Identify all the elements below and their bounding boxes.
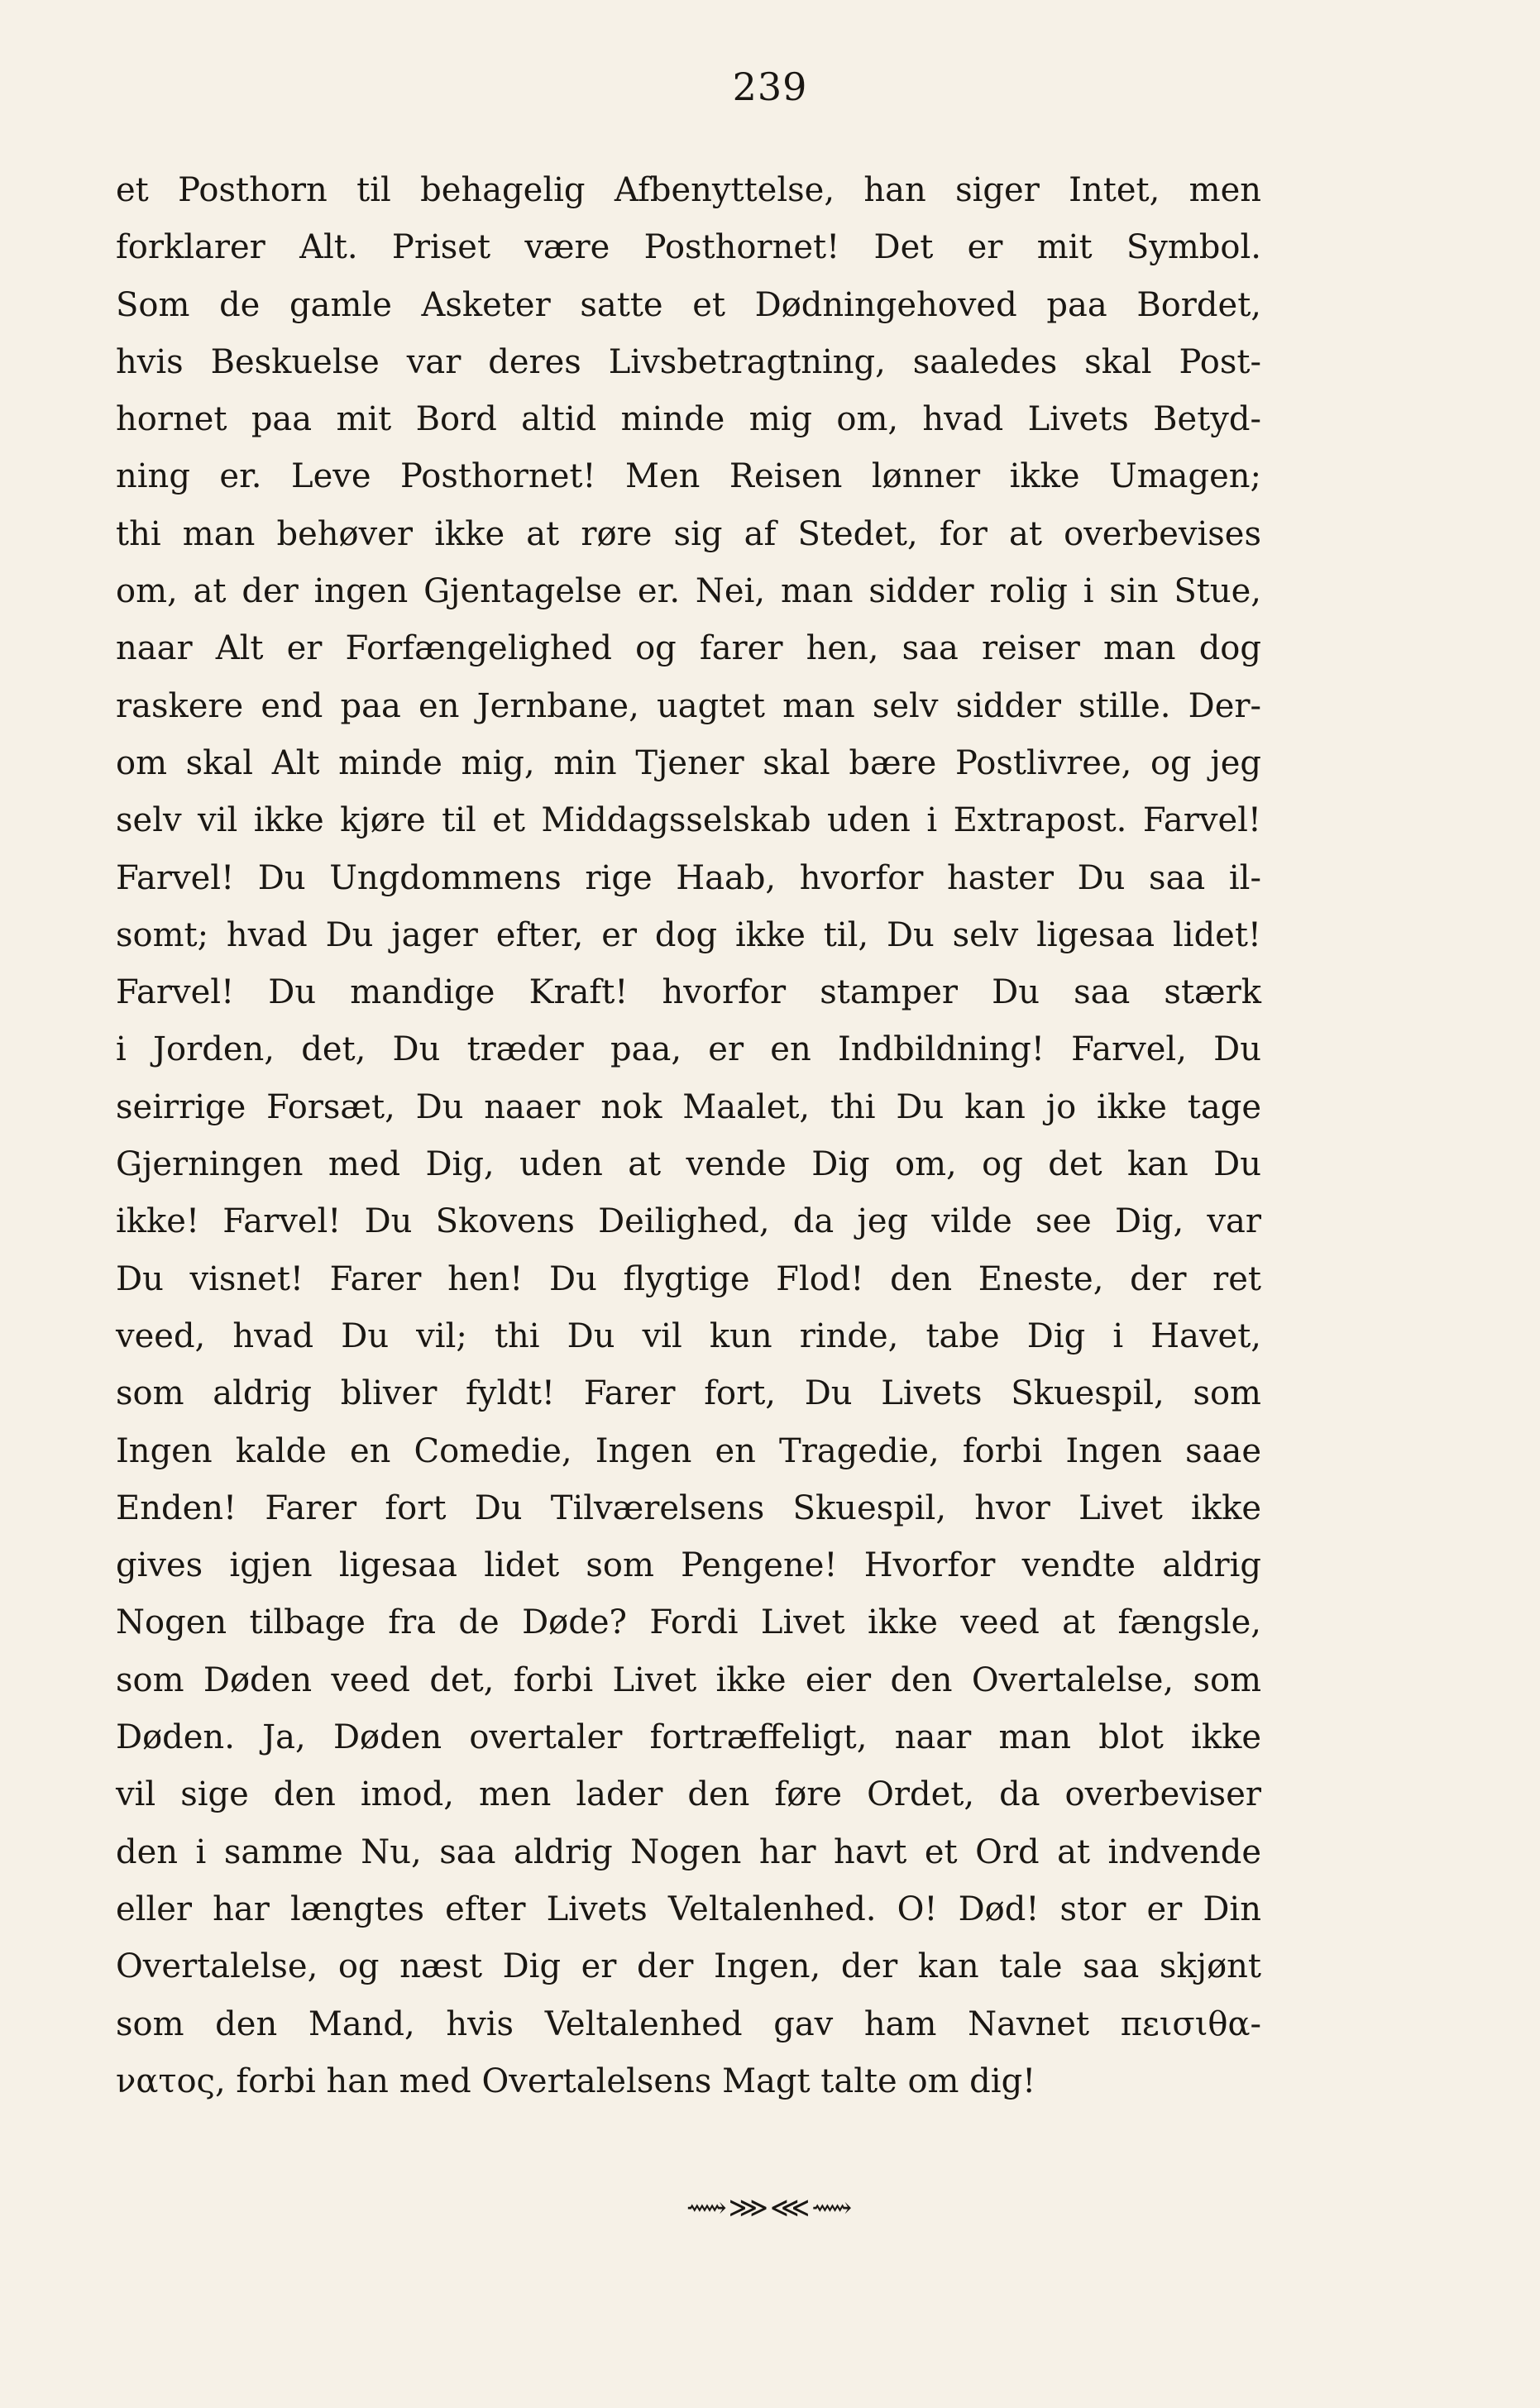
text-line: Enden! Farer fort Du Tilværelsens Skuespil, hvor Livet ikke bbox=[116, 1488, 1261, 1527]
text-line: i Jorden, det, Du træder paa, er en Indbildning! Farvel, Du bbox=[116, 1030, 1261, 1069]
text-line: Farvel! Du Ungdommens rige Haab, hvorfor haster Du saa il- bbox=[116, 858, 1261, 897]
text-line: raskere end paa en Jernbane, uagtet man selv sidder stille. Der- bbox=[116, 686, 1261, 725]
text-line: Farvel! Du mandige Kraft! hvorfor stamper Du saa stærk bbox=[116, 973, 1261, 1012]
body-text bbox=[116, 162, 1261, 2110]
page-number: 239 bbox=[732, 64, 808, 109]
text-line: Ingen kalde en Comedie, Ingen en Tragedie, forbi Ingen saae bbox=[116, 1431, 1261, 1470]
text-line: naar Alt er Forfængelighed og farer hen, saa reiser man dog bbox=[116, 629, 1261, 668]
text-line: selv vil ikke kjøre til et Middagsselskab uden i Extrapost. Farvel! bbox=[116, 801, 1261, 840]
text-line: hvis Beskuelse var deres Livsbetragtning, saaledes skal Post- bbox=[116, 342, 1261, 381]
text-line: vil sige den imod, men lader den føre Ordet, da overbeviser bbox=[116, 1775, 1261, 1814]
text-line: ning er. Leve Posthornet! Men Reisen lønner ikke Umagen; bbox=[116, 457, 1261, 496]
text-line: somt; hvad Du jager efter, er dog ikke til, Du selv ligesaa lidet! bbox=[116, 915, 1261, 954]
text-line: om, at der ingen Gjentagelse er. Nei, man sidder rolig i sin Stue, bbox=[116, 572, 1261, 611]
text-line: som aldrig bliver fyldt! Farer fort, Du Livets Skuespil, som bbox=[116, 1374, 1261, 1413]
text-line: som Døden veed det, forbi Livet ikke eier den Overtalelse, som bbox=[116, 1660, 1261, 1699]
text-line: gives igjen ligesaa lidet som Pengene! Hvorfor vendte aldrig bbox=[116, 1546, 1261, 1585]
text-line: eller har længtes efter Livets Veltalenhed. O! Død! stor er Din bbox=[116, 1890, 1261, 1928]
text-line: seirrige Forsæt, Du naaer nok Maalet, thi Du kan jo ikke tage bbox=[116, 1087, 1261, 1126]
text-line: forklarer Alt. Priset være Posthornet! Det er mit Symbol. bbox=[116, 228, 1261, 267]
text-line: om skal Alt minde mig, min Tjener skal bære Postlivree, og jeg bbox=[116, 743, 1261, 782]
text-line: Du visnet! Farer hen! Du flygtige Flod! den Eneste, der ret bbox=[116, 1259, 1261, 1298]
text-line: veed, hvad Du vil; thi Du vil kun rinde, tabe Dig i Havet, bbox=[116, 1316, 1261, 1355]
text-line: Gjerningen med Dig, uden at vende Dig om, og det kan Du bbox=[116, 1145, 1261, 1184]
text-line: Døden. Ja, Døden overtaler fortræffeligt, naar man blot ikke bbox=[116, 1718, 1261, 1757]
text-line: som den Mand, hvis Veltalenhed gav ham Navnet πεισιθα- bbox=[116, 2004, 1261, 2043]
text-line: et Posthorn til behagelig Afbenyttelse, han siger Intet, men bbox=[116, 171, 1261, 209]
text-line: den i samme Nu, saa aldrig Nogen har havt et Ord at indvende bbox=[116, 1832, 1261, 1871]
text-line: νατος, forbi han med Overtalelsens Magt talte om dig! bbox=[116, 2062, 1036, 2100]
end-ornament: ⟿⋙⋘⟿ bbox=[686, 2191, 854, 2224]
text-line: Som de gamle Asketer satte et Dødningehoved paa Bordet, bbox=[116, 285, 1261, 324]
text-line: thi man behøver ikke at røre sig af Stedet, for at overbevises bbox=[116, 514, 1261, 553]
text-line: ikke! Farvel! Du Skovens Deilighed, da jeg vilde see Dig, var bbox=[116, 1202, 1261, 1241]
text-line: Overtalelse, og næst Dig er der Ingen, der kan tale saa skjønt bbox=[116, 1947, 1261, 1986]
text-line: Nogen tilbage fra de Døde? Fordi Livet ikke veed at fængsle, bbox=[116, 1603, 1261, 1642]
text-line: hornet paa mit Bord altid minde mig om, hvad Livets Betyd- bbox=[116, 400, 1261, 439]
